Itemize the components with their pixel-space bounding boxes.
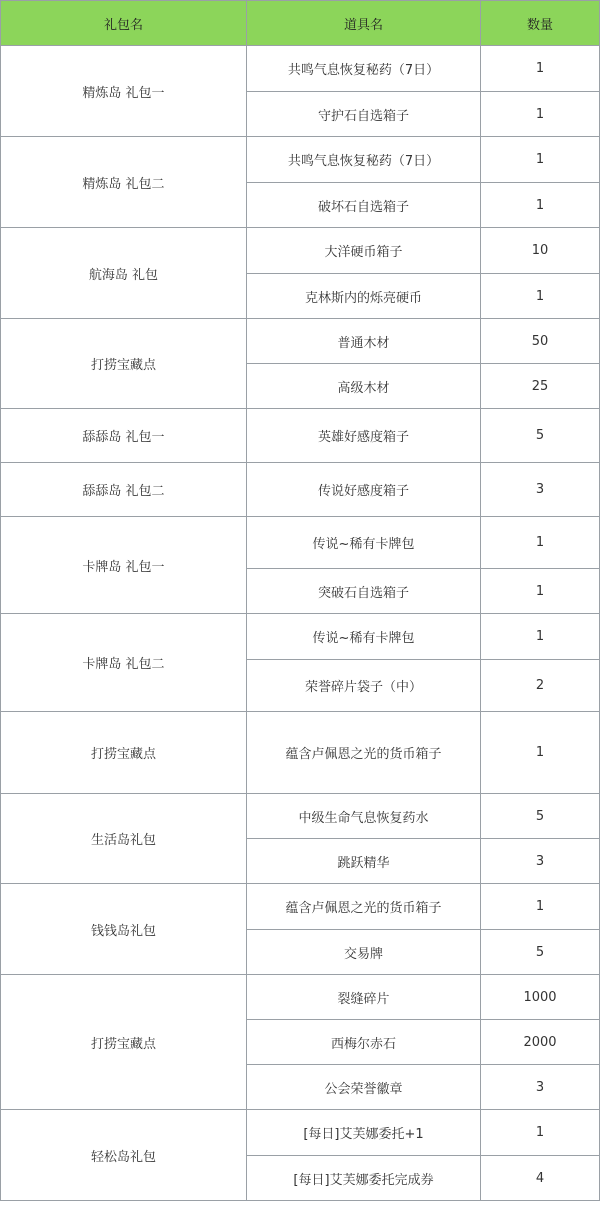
item-name-cell: 普通木材 xyxy=(247,319,481,364)
quantity-cell: 50 xyxy=(481,319,600,364)
item-name-cell: 克林斯内的烁亮硬币 xyxy=(247,274,481,319)
quantity-cell: 2 xyxy=(481,660,600,712)
item-name-cell: 裂缝碎片 xyxy=(247,975,481,1020)
pack-name-cell: 打捞宝藏点 xyxy=(1,712,247,794)
quantity-cell: 1 xyxy=(481,712,600,794)
pack-name-cell: 精炼岛 礼包二 xyxy=(1,137,247,228)
quantity-cell: 25 xyxy=(481,364,600,409)
pack-name-cell: 打捞宝藏点 xyxy=(1,975,247,1110)
table-row xyxy=(1,319,600,364)
item-name-cell: 传说~稀有卡牌包 xyxy=(247,614,481,660)
header-quantity: 数量 xyxy=(481,1,600,46)
quantity-cell: 1 xyxy=(481,614,600,660)
quantity-cell: 3 xyxy=(481,1065,600,1110)
item-name-cell: 跳跃精华 xyxy=(247,839,481,884)
item-name-cell: 共鸣气息恢复秘药（7日） xyxy=(247,137,481,183)
item-name-cell: 中级生命气息恢复药水 xyxy=(247,794,481,839)
pack-name-cell: 舔舔岛 礼包二 xyxy=(1,463,247,517)
item-name-cell: 高级木材 xyxy=(247,364,481,409)
quantity-cell: 1 xyxy=(481,517,600,569)
item-name-cell: 守护石自选箱子 xyxy=(247,92,481,137)
pack-name-cell: 轻松岛礼包 xyxy=(1,1110,247,1201)
quantity-cell: 1 xyxy=(481,1110,600,1156)
quantity-cell: 3 xyxy=(481,839,600,884)
quantity-cell: 5 xyxy=(481,794,600,839)
item-name-cell: [每日]艾芙娜委托+1 xyxy=(247,1110,481,1156)
item-name-cell: 荣誉碎片袋子（中） xyxy=(247,660,481,712)
pack-name-cell: 精炼岛 礼包一 xyxy=(1,46,247,137)
table-row xyxy=(1,409,600,463)
table-row xyxy=(1,228,600,274)
pack-name-cell: 生活岛礼包 xyxy=(1,794,247,884)
table-row xyxy=(1,614,600,660)
table-row xyxy=(1,975,600,1020)
item-name-cell: 西梅尔赤石 xyxy=(247,1020,481,1065)
pack-name-cell: 航海岛 礼包 xyxy=(1,228,247,319)
quantity-cell: 5 xyxy=(481,930,600,975)
quantity-cell: 1 xyxy=(481,274,600,319)
table-row xyxy=(1,463,600,517)
quantity-cell: 1 xyxy=(481,46,600,92)
item-name-cell: 大洋硬币箱子 xyxy=(247,228,481,274)
table-body xyxy=(1,46,600,1201)
item-name-cell: 突破石自选箱子 xyxy=(247,569,481,614)
quantity-cell: 4 xyxy=(481,1156,600,1201)
item-name-cell: 传说好感度箱子 xyxy=(247,463,481,517)
quantity-cell: 1 xyxy=(481,92,600,137)
pack-name-cell: 卡牌岛 礼包一 xyxy=(1,517,247,614)
table-row xyxy=(1,712,600,794)
item-name-cell: 交易牌 xyxy=(247,930,481,975)
item-name-cell: 蕴含卢佩恩之光的货币箱子 xyxy=(247,884,481,930)
pack-name-cell: 钱钱岛礼包 xyxy=(1,884,247,975)
table-row xyxy=(1,1110,600,1156)
quantity-cell: 5 xyxy=(481,409,600,463)
header-row xyxy=(1,1,600,46)
table-row xyxy=(1,884,600,930)
quantity-cell: 1 xyxy=(481,884,600,930)
quantity-cell: 10 xyxy=(481,228,600,274)
table-row xyxy=(1,46,600,92)
quantity-cell: 3 xyxy=(481,463,600,517)
item-name-cell: 英雄好感度箱子 xyxy=(247,409,481,463)
table-row xyxy=(1,137,600,183)
quantity-cell: 2000 xyxy=(481,1020,600,1065)
item-name-cell: 破坏石自选箱子 xyxy=(247,183,481,228)
item-name-cell: 共鸣气息恢复秘药（7日） xyxy=(247,46,481,92)
item-name-cell: 公会荣誉徽章 xyxy=(247,1065,481,1110)
item-name-cell: 蕴含卢佩恩之光的货币箱子 xyxy=(247,712,481,794)
table-row xyxy=(1,794,600,839)
quantity-cell: 1 xyxy=(481,569,600,614)
item-name-cell: 传说~稀有卡牌包 xyxy=(247,517,481,569)
header-pack-name: 礼包名 xyxy=(1,1,247,46)
pack-name-cell: 舔舔岛 礼包一 xyxy=(1,409,247,463)
quantity-cell: 1 xyxy=(481,183,600,228)
quantity-cell: 1000 xyxy=(481,975,600,1020)
table-header xyxy=(1,1,600,46)
item-name-cell: [每日]艾芙娜委托完成券 xyxy=(247,1156,481,1201)
header-item-name: 道具名 xyxy=(247,1,481,46)
pack-name-cell: 卡牌岛 礼包二 xyxy=(1,614,247,712)
quantity-cell: 1 xyxy=(481,137,600,183)
pack-name-cell: 打捞宝藏点 xyxy=(1,319,247,409)
table-row xyxy=(1,517,600,569)
